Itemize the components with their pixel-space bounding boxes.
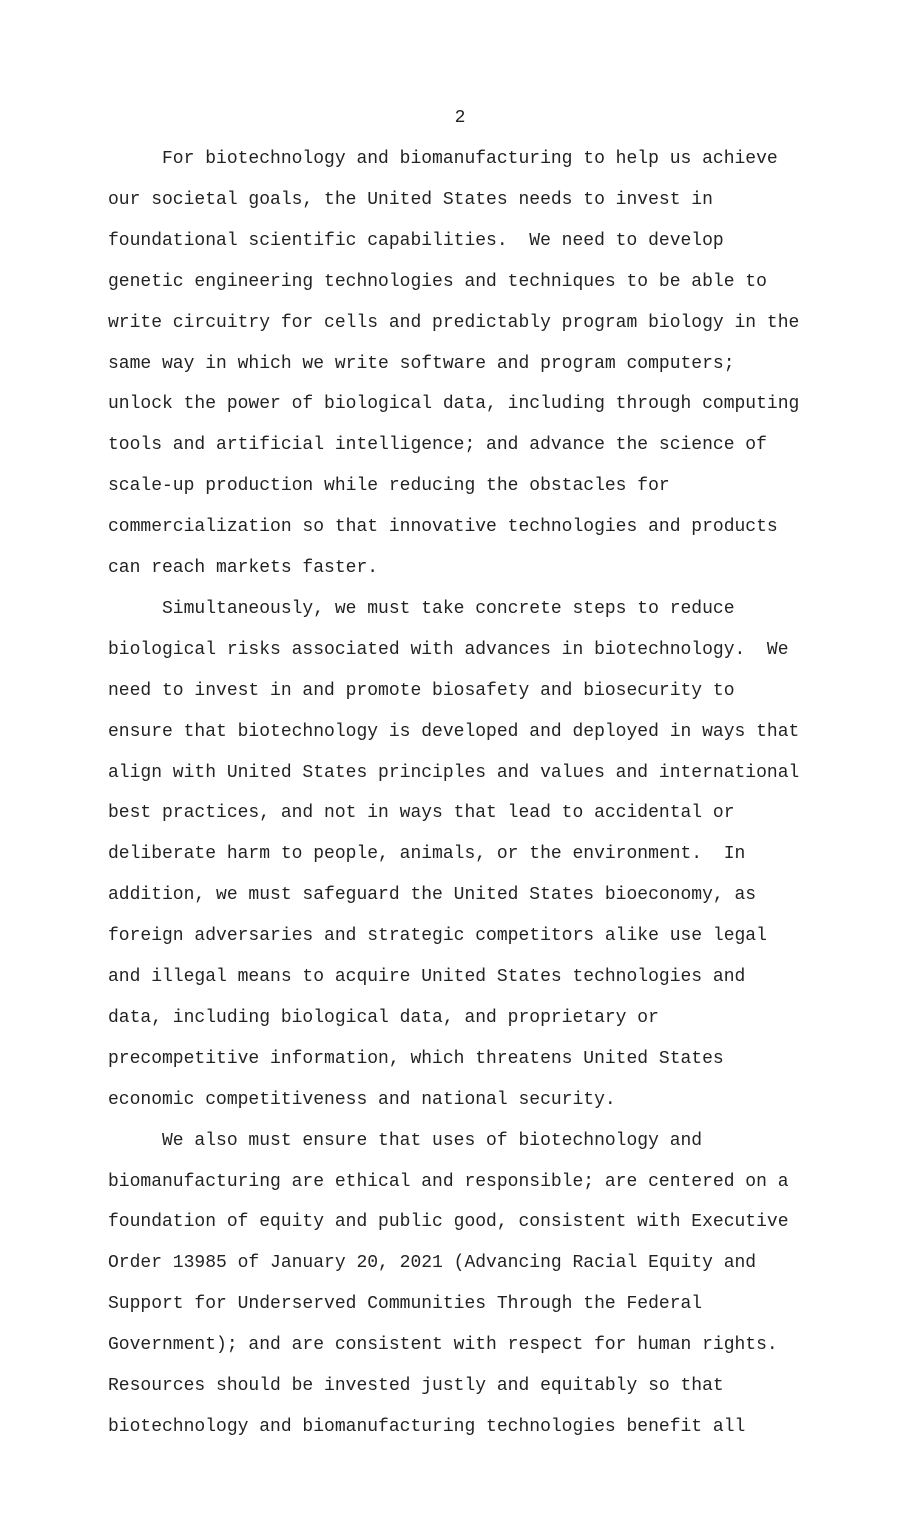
text-line: foundation of equity and public good, consistent with Executive	[108, 1212, 789, 1233]
text-line: tools and artificial intelligence; and advance the science of	[108, 435, 767, 456]
text-line: For biotechnology and biomanufacturing to help us achieve	[108, 149, 778, 169]
text-line: best practices, and not in ways that lead to accidental or	[108, 803, 735, 824]
text-line: We also must ensure that uses of biotechnology and	[108, 1130, 703, 1151]
text-line: Simultaneously, we must take concrete steps to reduce	[108, 598, 735, 619]
text-line: Order 13985 of January 20, 2021 (Advancing Racial Equity and	[108, 1253, 757, 1274]
text-line: and illegal means to acquire United States technologies and	[108, 967, 746, 987]
text-line: same way in which we write software and program computers;	[108, 353, 735, 374]
text-line: unlock the power of biological data, including through computing	[108, 394, 800, 415]
text-line: foundational scientific capabilities. We need to develop	[108, 230, 724, 251]
text-line: can reach markets faster.	[108, 558, 379, 578]
text-line: align with United States principles and values and international	[108, 762, 800, 783]
text-line: need to invest in and promote biosafety and biosecurity to	[108, 680, 735, 701]
text-line: our societal goals, the United States needs to invest in	[108, 189, 713, 210]
page-number: 2	[454, 108, 466, 128]
text-line: Support for Underserved Communities Through the Federal	[108, 1294, 703, 1315]
text-line: write circuitry for cells and predictably program biology in the	[108, 312, 800, 333]
text-line: biomanufacturing are ethical and responsible; are centered on a	[108, 1171, 789, 1192]
text-line: data, including biological data, and proprietary or	[108, 1007, 659, 1028]
text-line: scale-up production while reducing the obstacles for	[108, 476, 670, 497]
text-line: foreign adversaries and strategic competitors alike use legal	[108, 926, 767, 947]
text-line: genetic engineering technologies and techniques to be able to	[108, 271, 767, 292]
text-line: deliberate harm to people, animals, or the environment. In	[108, 844, 746, 865]
text-line: commercialization so that innovative technologies and products	[108, 517, 778, 538]
text-line: addition, we must safeguard the United States bioeconomy, as	[108, 885, 757, 906]
text-line: economic competitiveness and national security.	[108, 1089, 616, 1110]
text-line: ensure that biotechnology is developed and deployed in ways that	[108, 721, 800, 742]
text-line: precompetitive information, which threatens United States	[108, 1048, 724, 1069]
text-line: Resources should be invested justly and equitably so that	[108, 1376, 724, 1396]
text-line: biological risks associated with advances in biotechnology. We	[108, 639, 789, 660]
text-line: biotechnology and biomanufacturing technologies benefit all	[108, 1416, 746, 1437]
text-line: Government); and are consistent with respect for human rights.	[108, 1335, 778, 1356]
